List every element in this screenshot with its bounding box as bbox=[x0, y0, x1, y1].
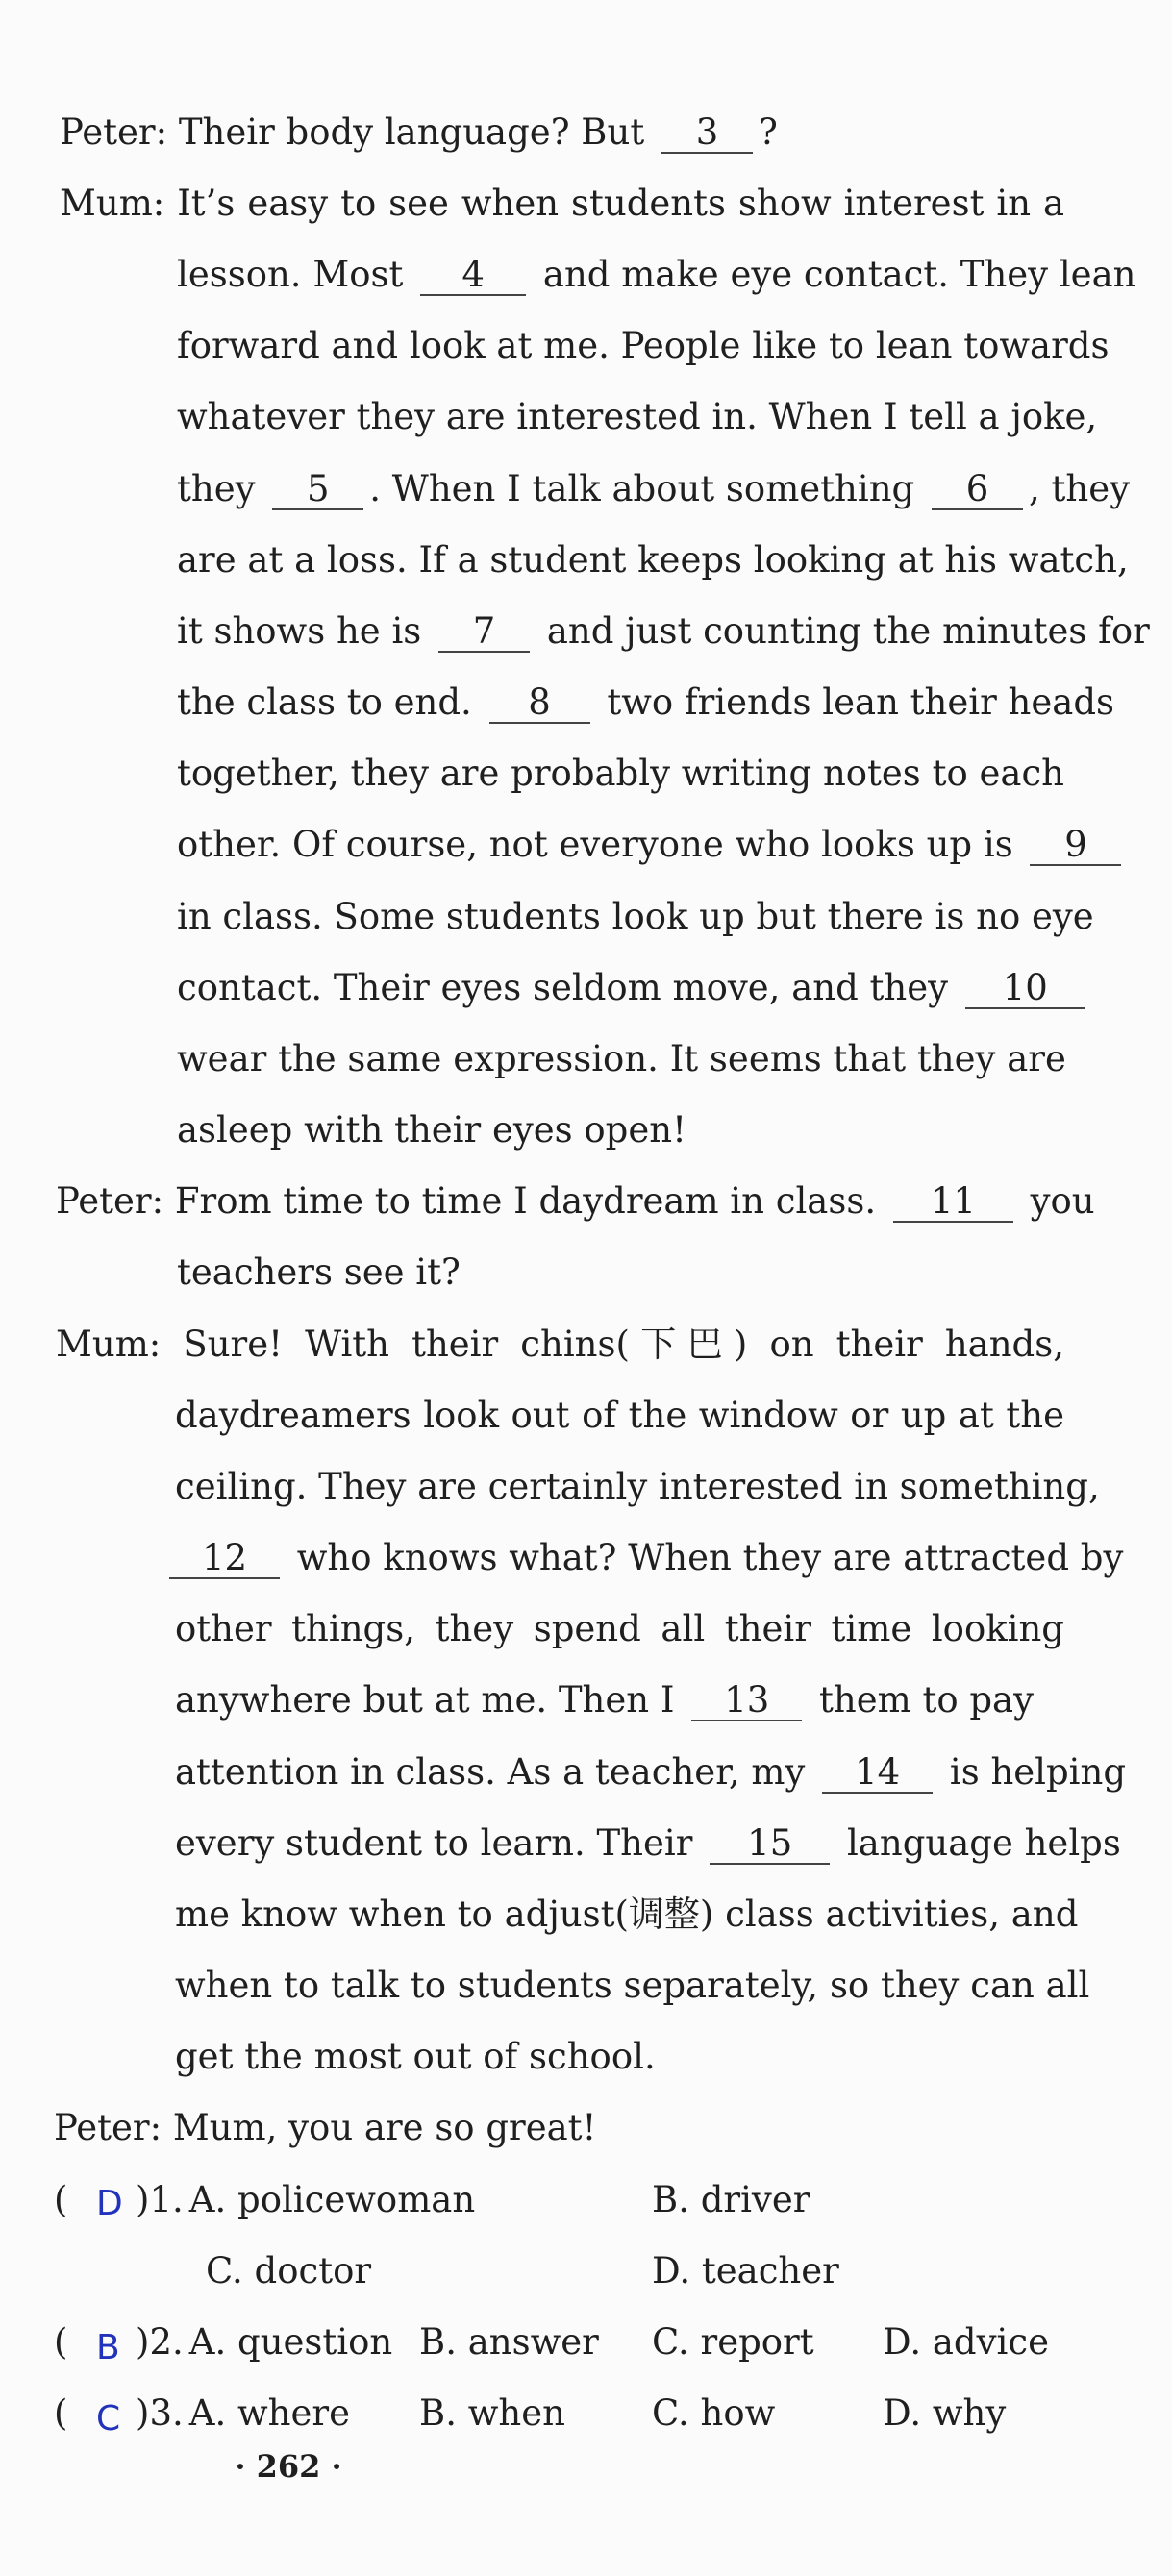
speaker-label: Mum: bbox=[56, 1324, 162, 1365]
dialogue-line bbox=[177, 1109, 686, 1152]
blank-14: 14 bbox=[822, 1753, 933, 1794]
dialogue-text: you bbox=[1030, 1180, 1095, 1222]
dialogue-text: two friends lean their heads bbox=[607, 681, 1114, 723]
dialogue-text: are at a loss. If a student keeps looking at his watch, bbox=[177, 539, 1129, 581]
dialogue-text: every student to learn. Their bbox=[175, 1822, 693, 1864]
dialogue-line bbox=[177, 254, 1135, 296]
dialogue-line bbox=[60, 183, 1064, 225]
dialogue-text: them to pay bbox=[819, 1679, 1035, 1721]
dialogue-text: teachers see it? bbox=[177, 1251, 461, 1293]
dialogue-text: the class to end. bbox=[177, 681, 472, 723]
dialogue-line bbox=[175, 1395, 1064, 1437]
dialogue-line bbox=[177, 681, 1114, 724]
dialogue-text: ? bbox=[758, 111, 778, 153]
blank-11: 11 bbox=[893, 1182, 1013, 1223]
dialogue-line bbox=[177, 753, 1064, 795]
answer-mark: D bbox=[96, 2184, 123, 2223]
dialogue-text: language helps bbox=[846, 1822, 1121, 1864]
option-c: C. how bbox=[652, 2392, 776, 2434]
dialogue-text: get the most out of school. bbox=[175, 2036, 656, 2077]
dialogue-line bbox=[177, 967, 1091, 1009]
answer-mark: C bbox=[96, 2399, 121, 2439]
option-d: D. teacher bbox=[652, 2250, 839, 2291]
paren-open: ( bbox=[54, 2392, 68, 2434]
dialogue-text: other things, they spend all their time looking bbox=[175, 1608, 1064, 1649]
dialogue-line bbox=[175, 1679, 1034, 1721]
question-number: 3. bbox=[149, 2392, 184, 2434]
dialogue-text: and make eye contact. They lean bbox=[542, 254, 1136, 295]
paren-close: ) bbox=[136, 2321, 150, 2363]
option-a: A. policewoman bbox=[188, 2179, 476, 2220]
option-d: D. advice bbox=[883, 2321, 1049, 2363]
dialogue-text: Their body language? But bbox=[178, 111, 645, 153]
paren-close: ) bbox=[136, 2392, 150, 2434]
dialogue-line bbox=[177, 1038, 1064, 1080]
dialogue-line bbox=[175, 2036, 656, 2078]
dialogue-line bbox=[60, 111, 778, 154]
dialogue-line bbox=[177, 896, 1094, 938]
speaker-label: Mum: bbox=[60, 183, 165, 224]
paren-close: ) bbox=[136, 2179, 150, 2220]
dialogue-text: ceiling. They are certainly interested in something, bbox=[175, 1466, 1100, 1507]
dialogue-line bbox=[177, 539, 1129, 582]
blank-6: 6 bbox=[932, 470, 1023, 510]
dialogue-text: contact. Their eyes seldom move, and they bbox=[177, 967, 949, 1008]
dialogue-text: asleep with their eyes open! bbox=[177, 1109, 686, 1151]
option-d: D. why bbox=[883, 2392, 1007, 2434]
dialogue-text: is helping bbox=[949, 1751, 1127, 1793]
page-number: · 262 · bbox=[235, 2448, 342, 2485]
dialogue-text: they bbox=[177, 468, 256, 509]
dialogue-line bbox=[177, 468, 1130, 510]
dialogue-text: daydreamers look out of the window or up at the bbox=[175, 1395, 1064, 1436]
option-a: A. question bbox=[188, 2321, 393, 2363]
dialogue-line bbox=[175, 1894, 1079, 1936]
option-b: B. answer bbox=[419, 2321, 599, 2363]
dialogue-text: Mum, you are so great! bbox=[172, 2107, 597, 2148]
speaker-label: Peter: bbox=[60, 111, 168, 153]
paren-open: ( bbox=[54, 2321, 68, 2363]
option-c: C. report bbox=[652, 2321, 814, 2363]
dialogue-text: me know when to adjust(调整) class activities, and bbox=[175, 1894, 1079, 1935]
option-b: B. when bbox=[419, 2392, 565, 2434]
dialogue-line bbox=[177, 396, 1098, 438]
blank-3: 3 bbox=[661, 113, 753, 154]
blank-5: 5 bbox=[272, 470, 363, 510]
dialogue-line bbox=[54, 2107, 596, 2149]
dialogue-text: From time to time I daydream in class. bbox=[174, 1180, 877, 1222]
dialogue-line bbox=[175, 1466, 1100, 1508]
dialogue-line bbox=[177, 824, 1127, 866]
dialogue-line bbox=[177, 325, 1110, 367]
blank-7: 7 bbox=[438, 612, 530, 653]
dialogue-text: . When I talk about something bbox=[369, 468, 915, 509]
dialogue-text: attention in class. As a teacher, my bbox=[175, 1751, 806, 1793]
blank-8: 8 bbox=[489, 683, 590, 724]
dialogue-text: it shows he is bbox=[177, 610, 422, 652]
option-b: B. driver bbox=[652, 2179, 810, 2220]
dialogue-line bbox=[175, 1608, 1064, 1650]
dialogue-text: It’s easy to see when students show interest in a bbox=[177, 183, 1064, 224]
dialogue-text: and just counting the minutes for bbox=[546, 610, 1150, 652]
dialogue-text: together, they are probably writing notes to each bbox=[177, 753, 1064, 794]
dialogue-text: who knows what? When they are attracted by bbox=[296, 1537, 1124, 1578]
blank-4: 4 bbox=[420, 256, 526, 296]
dialogue-line bbox=[177, 610, 1150, 653]
dialogue-text: wear the same expression. It seems that they are bbox=[177, 1038, 1066, 1079]
dialogue-text: other. Of course, not everyone who looks up is bbox=[177, 824, 1013, 865]
dialogue-text: when to talk to students separately, so they can all bbox=[175, 1965, 1090, 2006]
dialogue-line bbox=[177, 1251, 461, 1294]
dialogue-line bbox=[56, 1324, 1064, 1366]
question-number: 1. bbox=[149, 2179, 184, 2220]
question-number: 2. bbox=[149, 2321, 184, 2363]
blank-15: 15 bbox=[710, 1824, 830, 1865]
dialogue-line bbox=[56, 1180, 1095, 1223]
speaker-label: Peter: bbox=[56, 1180, 164, 1222]
blank-9: 9 bbox=[1030, 826, 1121, 866]
dialogue-text: forward and look at me. People like to lean towards bbox=[177, 325, 1110, 366]
option-a: A. where bbox=[188, 2392, 350, 2434]
blank-12: 12 bbox=[169, 1539, 280, 1579]
paren-open: ( bbox=[54, 2179, 68, 2220]
dialogue-text: anywhere but at me. Then I bbox=[175, 1679, 675, 1721]
dialogue-line bbox=[175, 1965, 1090, 2007]
speaker-label: Peter: bbox=[54, 2107, 162, 2148]
dialogue-text: whatever they are interested in. When I tell a joke, bbox=[177, 396, 1098, 437]
dialogue-text: Sure! With their chins(下巴) on their hands, bbox=[183, 1324, 1064, 1365]
blank-13: 13 bbox=[691, 1681, 802, 1721]
dialogue-text: lesson. Most bbox=[177, 254, 404, 295]
blank-10: 10 bbox=[965, 969, 1085, 1009]
answer-mark: B bbox=[96, 2328, 120, 2367]
dialogue-line bbox=[175, 1751, 1126, 1794]
dialogue-line bbox=[175, 1822, 1121, 1865]
dialogue-text: in class. Some students look up but there is no eye bbox=[177, 896, 1094, 937]
option-c: C. doctor bbox=[206, 2250, 372, 2291]
dialogue-text: , they bbox=[1029, 468, 1131, 509]
dialogue-line bbox=[169, 1537, 1123, 1579]
